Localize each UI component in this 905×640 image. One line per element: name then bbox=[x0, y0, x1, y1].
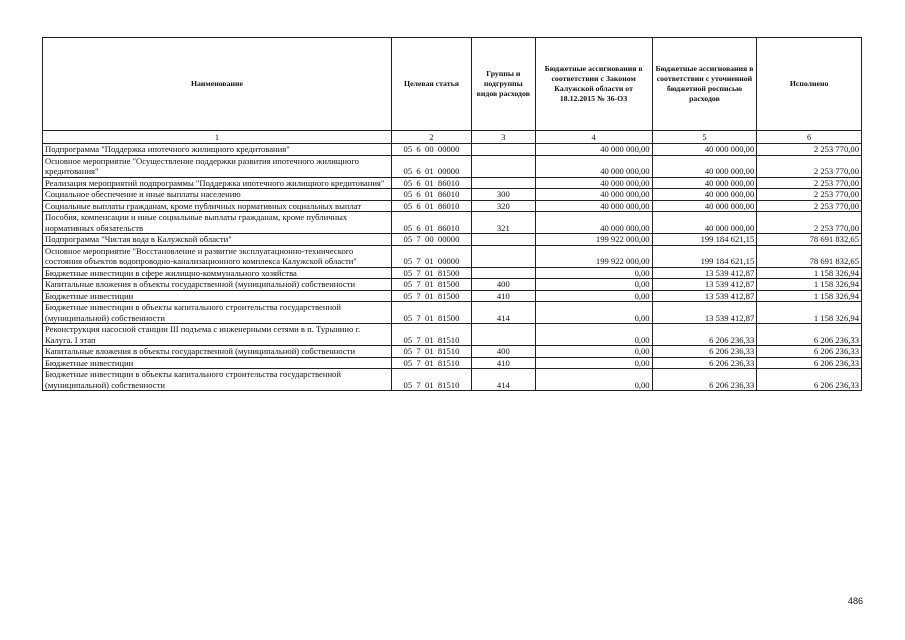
row-code-cell: 05 7 01 00000 bbox=[391, 245, 471, 267]
row-budget-law-cell: 0,00 bbox=[535, 369, 652, 391]
row-name-cell: Бюджетные инвестиции в сфере жилищно-коммунального хозяйства bbox=[43, 267, 392, 279]
table-row bbox=[43, 369, 862, 391]
row-code-cell: 05 6 01 86010 bbox=[391, 189, 471, 201]
header-row bbox=[43, 38, 862, 131]
table-row bbox=[43, 144, 862, 156]
row-budget-refined-cell: 6 206 236,33 bbox=[652, 357, 757, 369]
row-name-cell: Реализация мероприятий подпрограммы "Поддержка ипотечного жилищного кредитования" bbox=[43, 177, 392, 189]
column-number: 3 bbox=[471, 131, 535, 144]
row-budget-refined-cell: 40 000 000,00 bbox=[652, 189, 757, 201]
row-code-cell: 05 6 01 86010 bbox=[391, 177, 471, 189]
table-row bbox=[43, 324, 862, 346]
row-group-cell: 414 bbox=[471, 369, 535, 391]
row-group-cell: 410 bbox=[471, 357, 535, 369]
row-budget-law-cell: 0,00 bbox=[535, 346, 652, 358]
row-executed-cell: 6 206 236,33 bbox=[757, 324, 862, 346]
row-name-cell: Социальное обеспечение и иные выплаты населению bbox=[43, 189, 392, 201]
table-row bbox=[43, 200, 862, 212]
row-budget-refined-cell: 40 000 000,00 bbox=[652, 155, 757, 177]
row-name-cell: Основное мероприятие "Осуществление поддержки развития ипотечного жилищного кредитования" bbox=[43, 155, 392, 177]
row-name-cell: Бюджетные инвестиции bbox=[43, 290, 392, 302]
row-executed-cell: 2 253 770,00 bbox=[757, 177, 862, 189]
row-executed-cell: 2 253 770,00 bbox=[757, 212, 862, 234]
row-budget-refined-cell: 13 539 412,87 bbox=[652, 267, 757, 279]
row-budget-refined-cell: 13 539 412,87 bbox=[652, 279, 757, 291]
table-row bbox=[43, 279, 862, 291]
row-executed-cell: 2 253 770,00 bbox=[757, 189, 862, 201]
table-row bbox=[43, 177, 862, 189]
row-group-cell bbox=[471, 234, 535, 246]
row-budget-law-cell: 0,00 bbox=[535, 357, 652, 369]
row-group-cell: 400 bbox=[471, 279, 535, 291]
header-budget-refined: Бюджетные ассигнования в соответствии с уточненной бюджетной росписью расходов bbox=[652, 38, 757, 131]
column-number-row bbox=[43, 131, 862, 144]
budget-execution-table bbox=[42, 37, 862, 391]
row-budget-law-cell: 40 000 000,00 bbox=[535, 155, 652, 177]
row-name-cell: Капитальные вложения в объекты государственной (муниципальной) собственности bbox=[43, 346, 392, 358]
column-number: 4 bbox=[535, 131, 652, 144]
table-row bbox=[43, 302, 862, 324]
table-row bbox=[43, 245, 862, 267]
row-executed-cell: 1 158 326,94 bbox=[757, 290, 862, 302]
row-budget-law-cell: 0,00 bbox=[535, 324, 652, 346]
table-row bbox=[43, 267, 862, 279]
row-executed-cell: 78 691 832,65 bbox=[757, 234, 862, 246]
row-code-cell: 05 7 01 81510 bbox=[391, 346, 471, 358]
header-group: Группы и подгруппы видов расходов bbox=[471, 38, 535, 131]
row-code-cell: 05 6 01 00000 bbox=[391, 155, 471, 177]
row-executed-cell: 1 158 326,94 bbox=[757, 279, 862, 291]
table-row bbox=[43, 357, 862, 369]
row-budget-refined-cell: 40 000 000,00 bbox=[652, 144, 757, 156]
row-group-cell: 400 bbox=[471, 346, 535, 358]
row-code-cell: 05 7 00 00000 bbox=[391, 234, 471, 246]
row-budget-refined-cell: 13 539 412,87 bbox=[652, 290, 757, 302]
row-name-cell: Пособия, компенсации и иные социальные выплаты гражданам, кроме публичных нормативных обязательств bbox=[43, 212, 392, 234]
column-number: 1 bbox=[43, 131, 392, 144]
row-budget-refined-cell: 6 206 236,33 bbox=[652, 346, 757, 358]
row-budget-law-cell: 0,00 bbox=[535, 290, 652, 302]
budget-table-sheet bbox=[42, 37, 862, 391]
row-executed-cell: 2 253 770,00 bbox=[757, 155, 862, 177]
row-executed-cell: 6 206 236,33 bbox=[757, 369, 862, 391]
row-budget-law-cell: 40 000 000,00 bbox=[535, 177, 652, 189]
row-code-cell: 05 7 01 81500 bbox=[391, 290, 471, 302]
row-budget-law-cell: 199 922 000,00 bbox=[535, 245, 652, 267]
column-number: 6 bbox=[757, 131, 862, 144]
row-name-cell: Бюджетные инвестиции в объекты капитального строительства государственной (муниципальной) собственности bbox=[43, 369, 392, 391]
row-budget-refined-cell: 199 184 621,15 bbox=[652, 234, 757, 246]
row-code-cell: 05 7 01 81510 bbox=[391, 369, 471, 391]
table-row bbox=[43, 234, 862, 246]
row-executed-cell: 1 158 326,94 bbox=[757, 302, 862, 324]
row-group-cell: 410 bbox=[471, 290, 535, 302]
row-group-cell bbox=[471, 144, 535, 156]
table-row bbox=[43, 290, 862, 302]
row-executed-cell: 2 253 770,00 bbox=[757, 144, 862, 156]
row-code-cell: 05 7 01 81510 bbox=[391, 324, 471, 346]
row-name-cell: Капитальные вложения в объекты государственной (муниципальной) собственности bbox=[43, 279, 392, 291]
row-budget-refined-cell: 40 000 000,00 bbox=[652, 212, 757, 234]
column-number: 5 bbox=[652, 131, 757, 144]
table-row bbox=[43, 346, 862, 358]
row-name-cell: Основное мероприятие "Восстановление и развитие эксплуатационно-технического состояния объектов водопроводно-канализационного комплекса Калужской области" bbox=[43, 245, 392, 267]
row-code-cell: 05 6 01 86010 bbox=[391, 212, 471, 234]
row-budget-law-cell: 40 000 000,00 bbox=[535, 212, 652, 234]
row-name-cell: Социальные выплаты гражданам, кроме публичных нормативных социальных выплат bbox=[43, 200, 392, 212]
row-budget-refined-cell: 6 206 236,33 bbox=[652, 324, 757, 346]
row-group-cell: 300 bbox=[471, 189, 535, 201]
row-group-cell bbox=[471, 155, 535, 177]
row-executed-cell: 78 691 832,65 bbox=[757, 245, 862, 267]
header-name: Наименование bbox=[43, 38, 392, 131]
row-executed-cell: 2 253 770,00 bbox=[757, 200, 862, 212]
row-budget-refined-cell: 40 000 000,00 bbox=[652, 200, 757, 212]
row-executed-cell: 1 158 326,94 bbox=[757, 267, 862, 279]
header-code: Целевая статья bbox=[391, 38, 471, 131]
row-budget-law-cell: 0,00 bbox=[535, 267, 652, 279]
header-budget-law: Бюджетные ассигнования в соответствии с Законом Калужской области от 18.12.2015 № 36-ОЗ bbox=[535, 38, 652, 131]
row-budget-law-cell: 0,00 bbox=[535, 302, 652, 324]
row-group-cell: 320 bbox=[471, 200, 535, 212]
row-budget-law-cell: 199 922 000,00 bbox=[535, 234, 652, 246]
table-row bbox=[43, 189, 862, 201]
row-code-cell: 05 7 01 81510 bbox=[391, 357, 471, 369]
column-number: 2 bbox=[391, 131, 471, 144]
row-group-cell: 321 bbox=[471, 212, 535, 234]
row-budget-refined-cell: 13 539 412,87 bbox=[652, 302, 757, 324]
row-executed-cell: 6 206 236,33 bbox=[757, 346, 862, 358]
row-name-cell: Подпрограмма "Чистая вода в Калужской области" bbox=[43, 234, 392, 246]
row-name-cell: Подпрограмма "Поддержка ипотечного жилищного кредитования" bbox=[43, 144, 392, 156]
row-code-cell: 05 7 01 81500 bbox=[391, 279, 471, 291]
row-group-cell bbox=[471, 324, 535, 346]
row-name-cell: Реконструкция насосной станции III подъема с инженерными сетями в п. Турынино г. Калуга. I этап bbox=[43, 324, 392, 346]
row-budget-refined-cell: 199 184 621,15 bbox=[652, 245, 757, 267]
row-name-cell: Бюджетные инвестиции bbox=[43, 357, 392, 369]
row-code-cell: 05 7 01 81500 bbox=[391, 267, 471, 279]
header-executed: Исполнено bbox=[757, 38, 862, 131]
row-group-cell: 414 bbox=[471, 302, 535, 324]
row-executed-cell: 6 206 236,33 bbox=[757, 357, 862, 369]
row-code-cell: 05 6 00 00000 bbox=[391, 144, 471, 156]
table-body bbox=[43, 144, 862, 391]
table-row bbox=[43, 212, 862, 234]
row-group-cell bbox=[471, 245, 535, 267]
row-budget-law-cell: 0,00 bbox=[535, 279, 652, 291]
row-budget-refined-cell: 6 206 236,33 bbox=[652, 369, 757, 391]
row-name-cell: Бюджетные инвестиции в объекты капитального строительства государственной (муниципальной) собственности bbox=[43, 302, 392, 324]
table-row bbox=[43, 155, 862, 177]
row-code-cell: 05 7 01 81500 bbox=[391, 302, 471, 324]
row-code-cell: 05 6 01 86010 bbox=[391, 200, 471, 212]
page-number: 486 bbox=[848, 596, 864, 606]
row-group-cell bbox=[471, 267, 535, 279]
row-budget-law-cell: 40 000 000,00 bbox=[535, 189, 652, 201]
row-budget-refined-cell: 40 000 000,00 bbox=[652, 177, 757, 189]
row-budget-law-cell: 40 000 000,00 bbox=[535, 200, 652, 212]
row-budget-law-cell: 40 000 000,00 bbox=[535, 144, 652, 156]
row-group-cell bbox=[471, 177, 535, 189]
